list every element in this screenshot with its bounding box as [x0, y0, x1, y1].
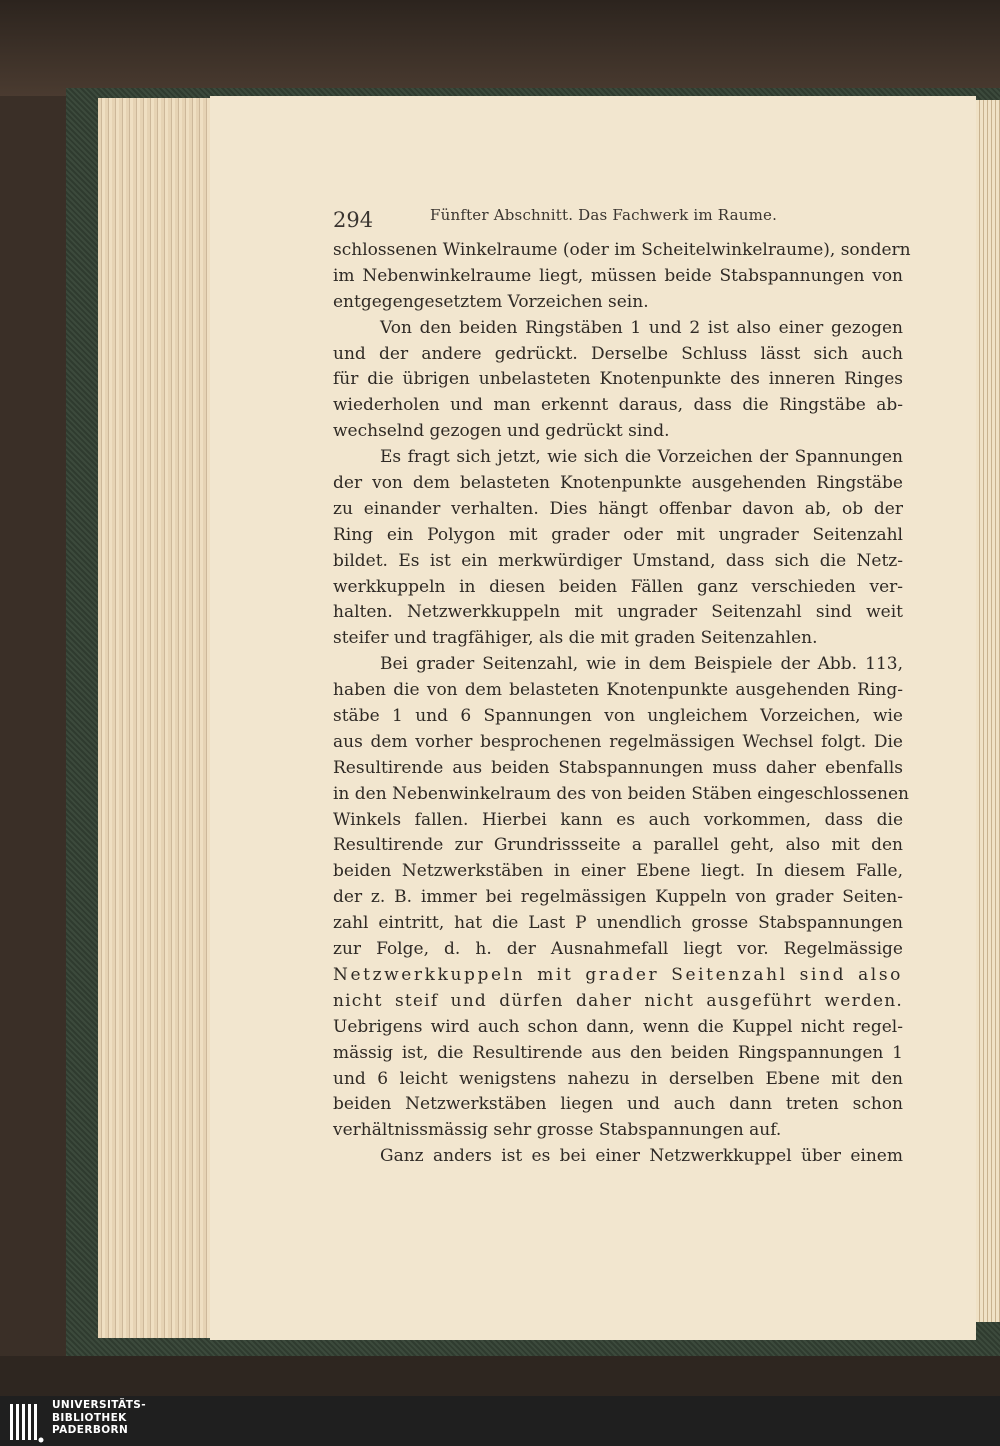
text-line: und 6 leicht wenigstens nahezu in derselben Ebene mit den [333, 1068, 903, 1089]
scan-background [0, 0, 1000, 96]
text-line: beiden Netzwerkstäben liegen und auch dann treten schon [333, 1094, 903, 1115]
text-line: schlossenen Winkelraume (oder im Scheitelwinkelraume), sondern [333, 240, 911, 260]
body-text [333, 238, 911, 1170]
text-line: Winkels fallen. Hierbei kann es auch vorkommen, dass die [333, 809, 903, 830]
text-line: halten. Netzwerkkuppeln mit ungrader Seitenzahl sind weit [333, 602, 903, 623]
text-line: verhältnissmässig sehr grosse Stabspannungen auf. [333, 1120, 782, 1141]
text-line: für die übrigen unbelasteten Knotenpunkte des inneren Ringes [333, 369, 903, 390]
library-logo-icon [8, 1400, 44, 1444]
text-line-emphasis: nicht steif und dürfen daher nicht ausgeführt werden. [333, 990, 903, 1011]
text-line: in den Nebenwinkelraum des von beiden Stäben eingeschlossenen [333, 783, 909, 804]
library-name-line: PADERBORN [52, 1424, 129, 1436]
library-name [52, 1399, 146, 1437]
text-line: Bei grader Seitenzahl, wie in dem Beispiele der Abb. 113, [380, 654, 903, 675]
text-line: im Nebenwinkelraume liegt, müssen beide Stabspannungen von [333, 265, 903, 286]
text-line: Resultirende aus beiden Stabspannungen muss daher ebenfalls [333, 757, 903, 778]
text-line-emphasis: Netzwerkkuppeln mit grader Seitenzahl sind also [333, 964, 903, 985]
text-line: Es fragt sich jetzt, wie sich die Vorzeichen der Spannungen [380, 447, 903, 468]
text-line: und der andere gedrückt. Derselbe Schluss lässt sich auch [333, 343, 903, 364]
library-name-line: UNIVERSITÄTS- [52, 1399, 147, 1411]
text-line: haben die von dem belasteten Knotenpunkte ausgehenden Ring- [333, 680, 903, 701]
page-stack [98, 98, 216, 1338]
text-line: zur Folge, d. h. der Ausnahmefall liegt vor. Regelmässige [333, 939, 903, 960]
text-line: Von den beiden Ringstäben 1 und 2 ist also einer gezogen [380, 317, 903, 338]
text-line: stäbe 1 und 6 Spannungen von ungleichem Vorzeichen, wie [333, 706, 903, 727]
text-line: zahl eintritt, hat die Last P unendlich grosse Stabspannungen [333, 913, 903, 934]
text-line: beiden Netzwerkstäben in einer Ebene liegt. In diesem Falle, [333, 861, 903, 882]
text-line: Ring ein Polygon mit grader oder mit ungrader Seitenzahl [333, 524, 903, 545]
text-line: werkkuppeln in diesen beiden Fällen ganz verschieden ver- [333, 576, 903, 597]
text-line: zu einander verhalten. Dies hängt offenbar davon ab, ob der [333, 498, 903, 519]
text-line: Uebrigens wird auch schon dann, wenn die Kuppel nicht regel- [333, 1016, 903, 1037]
text-line: Ganz anders ist es bei einer Netzwerkkuppel über einem [380, 1146, 903, 1167]
text-line: wechselnd gezogen und gedrückt sind. [333, 421, 670, 442]
text-line: Resultirende zur Grundrissseite a parallel geht, also mit den [333, 835, 903, 856]
scan-bottom-shadow [0, 1356, 1000, 1396]
text-line: wiederholen und man erkennt daraus, dass die Ringstäbe ab- [333, 395, 903, 416]
text-line: der von dem belasteten Knotenpunkte ausgehenden Ringstäbe [333, 473, 903, 494]
library-name-line: BIBLIOTHEK [52, 1411, 127, 1424]
text-line: entgegengesetztem Vorzeichen sein. [333, 291, 649, 312]
text-line: der z. B. immer bei regelmässigen Kuppeln von grader Seiten- [333, 887, 903, 908]
running-title: Fünfter Abschnitt. Das Fachwerk im Raume. [430, 206, 778, 224]
text-line: steifer und tragfähiger, als die mit graden Seitenzahlen. [333, 628, 818, 649]
text-line: mässig ist, die Resultirende aus den beiden Ringspannungen 1 [333, 1042, 903, 1063]
page-number: 294 [333, 208, 374, 232]
text-line: bildet. Es ist ein merkwürdiger Umstand, dass sich die Netz- [333, 550, 903, 571]
text-line: aus dem vorher besprochenen regelmässigen Wechsel folgt. Die [333, 731, 903, 752]
library-footer [0, 1396, 1000, 1446]
